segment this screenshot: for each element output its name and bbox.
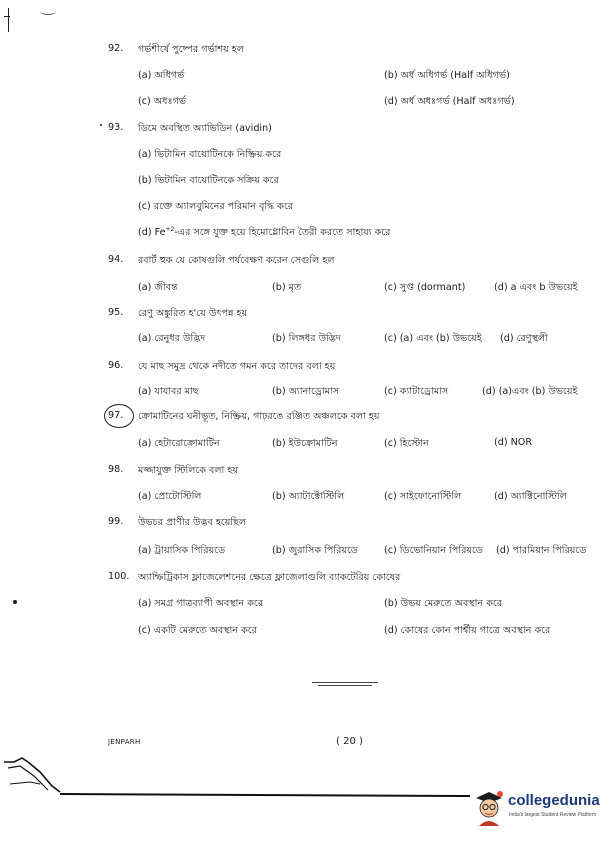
option-d bbox=[138, 226, 390, 241]
end-separator-line bbox=[318, 685, 372, 686]
margin-dot bbox=[100, 124, 102, 126]
option-c: (c) সুপ্ত (dormant) bbox=[384, 282, 466, 293]
end-separator-line bbox=[312, 682, 378, 683]
option-b: (b) অ্যানাড্রোমাস bbox=[272, 386, 340, 397]
option-b: (b) ইউক্রোমাটিন bbox=[272, 438, 338, 449]
option-a: (a) প্রোটোস্টিলি bbox=[138, 491, 202, 502]
option-d: (d) রেণুস্থলী bbox=[500, 333, 548, 344]
question-text: যে মাছ সমুদ্র থেকে নদীতে গমন করে তাদের বলা হয় bbox=[138, 361, 336, 372]
student-avatar-icon bbox=[472, 786, 506, 826]
option-b: (b) জুরাসিক পিরিয়ডে bbox=[272, 545, 358, 556]
question-text: ডিমে অবস্থিত অ্যাভিডিন (avidin) bbox=[138, 123, 272, 134]
logo-name: collegedunia bbox=[508, 792, 600, 809]
question-number: 95. bbox=[108, 307, 124, 318]
question-number: 98. bbox=[108, 464, 124, 475]
question-number: 99. bbox=[108, 516, 124, 527]
option-a: (a) ট্রায়াসিক পিরিয়ডে bbox=[138, 545, 226, 556]
option-b: (b) লিঙ্গধর উদ্ভিদ bbox=[272, 333, 341, 344]
option-a: (a) সমগ্র গাত্রব্যাপী অবস্থান করে bbox=[138, 598, 264, 609]
option-d: (d) অর্ধ অধঃগর্ভ (Half অধঃগর্ভ) bbox=[384, 96, 515, 107]
margin-mark bbox=[8, 8, 9, 32]
option-a: (a) অধিগর্ভ bbox=[138, 70, 185, 81]
question-text: উভচর প্রাণীর উদ্ভব হয়েছিল bbox=[138, 517, 247, 528]
option-d: (d) কোষের কোন পার্শ্বীয় গাত্রে অবস্থান করে bbox=[384, 625, 551, 636]
question-text: রেণু অঙ্কুরিত হ'য়ে উৎপন্ন হয় bbox=[138, 308, 248, 319]
question-number: 96. bbox=[108, 360, 124, 371]
question-number: 97. bbox=[108, 410, 124, 421]
option-b: (b) উভয় মেরুতে অবস্থান করে bbox=[384, 598, 503, 609]
option-d: (d) পারমিয়ান পিরিয়ডে bbox=[496, 545, 587, 556]
option-b: (b) অ্যাটাক্টোস্টিলি bbox=[272, 491, 345, 502]
option-a: (a) হেটারোক্রোমাটিন bbox=[138, 438, 220, 449]
option-d: (d) a এবং b উভয়েই bbox=[494, 282, 578, 293]
option-a: (a) রেনুধর উদ্ভিদ bbox=[138, 333, 206, 344]
option-a: (a) যাযাবর মাছ bbox=[138, 386, 199, 397]
option-d-prefix: (d) Fe bbox=[138, 227, 166, 239]
page-number: ( 20 ) bbox=[336, 736, 363, 747]
option-c: (c) (a) এবং (b) উভয়েই bbox=[384, 333, 482, 344]
option-d-superscript: +2 bbox=[165, 226, 175, 233]
option-d: (d) অ্যাক্টিনোস্টিলি bbox=[494, 491, 567, 502]
question-text: গর্ভশীর্ষে পুষ্পের গর্ভাশয় হল bbox=[138, 44, 244, 55]
collegedunia-logo bbox=[472, 786, 612, 830]
option-a: (a) ভিটামিন বায়োটিনকে নিষ্ক্রিয় করে bbox=[138, 149, 282, 160]
option-b: (b) মৃত bbox=[272, 282, 302, 293]
option-c: (c) হিস্টোন bbox=[384, 438, 429, 449]
option-b: (b) অর্ধ অধিগর্ভ (Half অধিগর্ভ) bbox=[384, 70, 510, 81]
option-c: (c) অধঃগর্ভ bbox=[138, 96, 187, 107]
option-c: (c) সাইফোনোস্টিলি bbox=[384, 491, 462, 502]
paper-code: JENPARH bbox=[108, 738, 141, 746]
margin-tick bbox=[4, 16, 10, 17]
margin-scribble bbox=[40, 8, 56, 15]
option-d: (d) NOR bbox=[494, 437, 533, 448]
question-text: ক্রোমাটিনের ঘনীভূত, নিষ্ক্রিয়, গাঢ়রঙে রঞ্জিত অঞ্চলকে বলা হয় bbox=[138, 411, 380, 422]
option-c: (c) ক্যাটাড্রোমাস bbox=[384, 386, 449, 397]
option-c: (c) ডিভোনিয়ান পিরিয়ডে bbox=[384, 545, 483, 556]
logo-tagline: India's largest Student Review Platform bbox=[509, 812, 597, 818]
option-c: (c) একটি মেরুতে অবস্থান করে bbox=[138, 625, 257, 636]
question-text: মজ্জাযুক্ত স্টিলিকে বলা হয় bbox=[138, 465, 239, 476]
question-number: 100. bbox=[108, 571, 130, 582]
question-text: অ্যাম্ফিট্রিকাস ফ্লাজেলেশনের ক্ষেত্রে ফ্লাজেলাগুলি ব্যাকটেরিয় কোষের bbox=[138, 572, 401, 583]
option-d-suffix: -এর সঙ্গে যুক্ত হয়ে হিমোগ্লোবিন তৈরী করতে সাহায্য করে bbox=[174, 227, 391, 239]
option-c: (c) রক্তে অ্যালবুমিনের পরিমান বৃদ্ধি করে bbox=[138, 201, 294, 212]
option-d: (d) (a)এবং (b) উভয়েই bbox=[482, 386, 578, 397]
margin-dot bbox=[13, 600, 17, 604]
question-number: 92. bbox=[108, 43, 124, 54]
option-a: (a) জীবন্ত bbox=[138, 282, 178, 293]
question-number: 93. bbox=[108, 122, 124, 133]
option-b: (b) ভিটামিন বায়োটিনকে সক্রিয় করে bbox=[138, 175, 279, 186]
question-text: রবার্ট হুক যে কোষগুলি পর্যবেক্ষণ করেন সেগুলি হল bbox=[138, 255, 335, 266]
question-number: 94. bbox=[108, 254, 124, 265]
